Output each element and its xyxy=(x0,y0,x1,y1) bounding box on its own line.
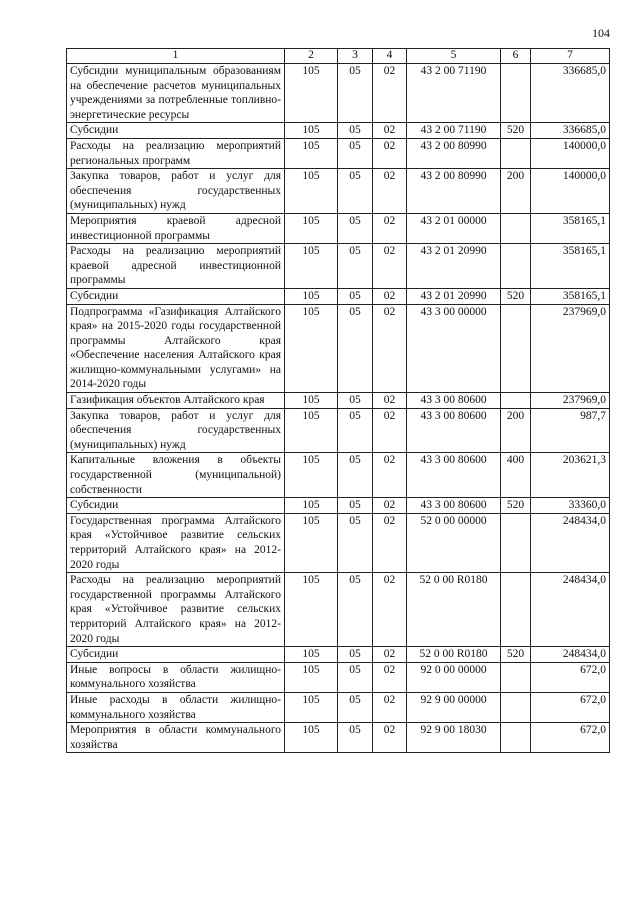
table-row xyxy=(67,692,610,722)
target-article-cell: 52 0 00 R0180 xyxy=(407,573,501,647)
page-number: 104 xyxy=(592,26,610,40)
expense-name-cell: Закупка товаров, работ и услуг для обеспечения государственных (муниципальных) нужд xyxy=(67,169,285,214)
subsection-code-cell: 02 xyxy=(373,408,407,453)
expense-name-cell: Иные вопросы в области жилищно-коммунального хозяйства xyxy=(67,662,285,692)
amount-cell: 672,0 xyxy=(531,692,610,722)
expense-name-cell: Субсидии xyxy=(67,288,285,304)
department-code-cell: 105 xyxy=(285,573,338,647)
target-article-cell: 52 0 00 00000 xyxy=(407,513,501,572)
expense-type-cell xyxy=(501,573,531,647)
expense-type-cell xyxy=(501,723,531,753)
department-code-cell: 105 xyxy=(285,288,338,304)
target-article-cell: 43 2 01 00000 xyxy=(407,213,501,243)
section-code-cell: 05 xyxy=(338,304,373,393)
department-code-cell: 105 xyxy=(285,453,338,498)
section-code-cell: 05 xyxy=(338,288,373,304)
subsection-code-cell: 02 xyxy=(373,647,407,663)
target-article-cell: 43 2 00 80990 xyxy=(407,169,501,214)
table-row xyxy=(67,288,610,304)
expense-type-cell xyxy=(501,64,531,123)
section-code-cell: 05 xyxy=(338,498,373,514)
amount-cell: 33360,0 xyxy=(531,498,610,514)
column-header: 6 xyxy=(501,49,531,64)
amount-cell: 248434,0 xyxy=(531,647,610,663)
department-code-cell: 105 xyxy=(285,408,338,453)
expense-name-cell: Подпрограмма «Газификация Алтайского края» на 2015-2020 годы государственной программы Алтайского края «Обеспечение населения Алтайского края жилищно-коммунальными услугами» на 2014-2020 годы xyxy=(67,304,285,393)
expense-name-cell: Государственная программа Алтайского края «Устойчивое развитие сельских территорий Алтайского края» на 2012-2020 годы xyxy=(67,513,285,572)
target-article-cell: 43 2 00 71190 xyxy=(407,123,501,139)
expense-name-cell: Субсидии xyxy=(67,123,285,139)
table-row xyxy=(67,304,610,393)
expense-type-cell: 400 xyxy=(501,453,531,498)
department-code-cell: 105 xyxy=(285,244,338,289)
expense-name-cell: Субсидии xyxy=(67,498,285,514)
department-code-cell: 105 xyxy=(285,213,338,243)
expense-type-cell xyxy=(501,213,531,243)
department-code-cell: 105 xyxy=(285,692,338,722)
expense-name-cell: Закупка товаров, работ и услуг для обеспечения государственных (муниципальных) нужд xyxy=(67,408,285,453)
department-code-cell: 105 xyxy=(285,393,338,409)
target-article-cell: 92 9 00 18030 xyxy=(407,723,501,753)
table-row xyxy=(67,408,610,453)
target-article-cell: 43 3 00 80600 xyxy=(407,393,501,409)
target-article-cell: 92 0 00 00000 xyxy=(407,662,501,692)
column-header: 3 xyxy=(338,49,373,64)
target-article-cell: 43 3 00 00000 xyxy=(407,304,501,393)
expense-type-cell: 520 xyxy=(501,123,531,139)
section-code-cell: 05 xyxy=(338,662,373,692)
department-code-cell: 105 xyxy=(285,123,338,139)
section-code-cell: 05 xyxy=(338,647,373,663)
column-header: 5 xyxy=(407,49,501,64)
subsection-code-cell: 02 xyxy=(373,692,407,722)
expense-name-cell: Расходы на реализацию мероприятий краевой адресной инвестиционной программы xyxy=(67,244,285,289)
subsection-code-cell: 02 xyxy=(373,513,407,572)
header-row xyxy=(67,49,610,64)
table-row xyxy=(67,138,610,168)
amount-cell: 248434,0 xyxy=(531,573,610,647)
table-row xyxy=(67,64,610,123)
amount-cell: 237969,0 xyxy=(531,393,610,409)
section-code-cell: 05 xyxy=(338,393,373,409)
section-code-cell: 05 xyxy=(338,244,373,289)
subsection-code-cell: 02 xyxy=(373,723,407,753)
expense-name-cell: Субсидии xyxy=(67,647,285,663)
expense-name-cell: Субсидии муниципальным образованиям на обеспечение расчетов муниципальных учреждениями за потребленные топливно-энергетические ресурсы xyxy=(67,64,285,123)
table-row xyxy=(67,393,610,409)
amount-cell: 358165,1 xyxy=(531,288,610,304)
expense-type-cell xyxy=(501,692,531,722)
section-code-cell: 05 xyxy=(338,723,373,753)
expense-type-cell: 520 xyxy=(501,647,531,663)
section-code-cell: 05 xyxy=(338,453,373,498)
table-row xyxy=(67,123,610,139)
target-article-cell: 92 9 00 00000 xyxy=(407,692,501,722)
subsection-code-cell: 02 xyxy=(373,244,407,289)
target-article-cell: 43 2 01 20990 xyxy=(407,244,501,289)
expense-type-cell xyxy=(501,304,531,393)
department-code-cell: 105 xyxy=(285,647,338,663)
expense-type-cell xyxy=(501,513,531,572)
target-article-cell: 52 0 00 R0180 xyxy=(407,647,501,663)
table-row xyxy=(67,723,610,753)
amount-cell: 336685,0 xyxy=(531,64,610,123)
target-article-cell: 43 2 01 20990 xyxy=(407,288,501,304)
section-code-cell: 05 xyxy=(338,513,373,572)
expense-type-cell: 520 xyxy=(501,288,531,304)
target-article-cell: 43 2 00 80990 xyxy=(407,138,501,168)
expense-type-cell xyxy=(501,244,531,289)
table-row xyxy=(67,513,610,572)
expense-name-cell: Расходы на реализацию мероприятий региональных программ xyxy=(67,138,285,168)
amount-cell: 358165,1 xyxy=(531,213,610,243)
target-article-cell: 43 3 00 80600 xyxy=(407,453,501,498)
section-code-cell: 05 xyxy=(338,692,373,722)
table-row xyxy=(67,169,610,214)
department-code-cell: 105 xyxy=(285,498,338,514)
amount-cell: 203621,3 xyxy=(531,453,610,498)
amount-cell: 672,0 xyxy=(531,662,610,692)
expense-name-cell: Капитальные вложения в объекты государственной (муниципальной) собственности xyxy=(67,453,285,498)
table-row xyxy=(67,213,610,243)
department-code-cell: 105 xyxy=(285,723,338,753)
section-code-cell: 05 xyxy=(338,408,373,453)
expense-type-cell xyxy=(501,393,531,409)
subsection-code-cell: 02 xyxy=(373,213,407,243)
table-row xyxy=(67,498,610,514)
expense-name-cell: Мероприятия в области коммунального хозяйства xyxy=(67,723,285,753)
amount-cell: 336685,0 xyxy=(531,123,610,139)
section-code-cell: 05 xyxy=(338,123,373,139)
department-code-cell: 105 xyxy=(285,513,338,572)
table-row xyxy=(67,647,610,663)
table-row xyxy=(67,573,610,647)
amount-cell: 672,0 xyxy=(531,723,610,753)
target-article-cell: 43 2 00 71190 xyxy=(407,64,501,123)
expense-type-cell xyxy=(501,662,531,692)
subsection-code-cell: 02 xyxy=(373,498,407,514)
table-row xyxy=(67,662,610,692)
budget-table xyxy=(66,48,610,753)
section-code-cell: 05 xyxy=(338,573,373,647)
expense-type-cell: 200 xyxy=(501,408,531,453)
expense-name-cell: Мероприятия краевой адресной инвестиционной программы xyxy=(67,213,285,243)
subsection-code-cell: 02 xyxy=(373,123,407,139)
subsection-code-cell: 02 xyxy=(373,453,407,498)
expense-name-cell: Газификация объектов Алтайского края xyxy=(67,393,285,409)
subsection-code-cell: 02 xyxy=(373,288,407,304)
amount-cell: 140000,0 xyxy=(531,169,610,214)
column-header: 2 xyxy=(285,49,338,64)
amount-cell: 237969,0 xyxy=(531,304,610,393)
expense-type-cell: 200 xyxy=(501,169,531,214)
table-row xyxy=(67,244,610,289)
subsection-code-cell: 02 xyxy=(373,662,407,692)
table-row xyxy=(67,453,610,498)
subsection-code-cell: 02 xyxy=(373,169,407,214)
section-code-cell: 05 xyxy=(338,64,373,123)
department-code-cell: 105 xyxy=(285,64,338,123)
section-code-cell: 05 xyxy=(338,138,373,168)
department-code-cell: 105 xyxy=(285,169,338,214)
column-header: 4 xyxy=(373,49,407,64)
department-code-cell: 105 xyxy=(285,304,338,393)
subsection-code-cell: 02 xyxy=(373,393,407,409)
target-article-cell: 43 3 00 80600 xyxy=(407,498,501,514)
amount-cell: 248434,0 xyxy=(531,513,610,572)
column-header: 1 xyxy=(67,49,285,64)
department-code-cell: 105 xyxy=(285,662,338,692)
amount-cell: 140000,0 xyxy=(531,138,610,168)
subsection-code-cell: 02 xyxy=(373,64,407,123)
section-code-cell: 05 xyxy=(338,169,373,214)
expense-name-cell: Расходы на реализацию мероприятий государственной программы Алтайского края «Устойчивое развитие сельских территорий Алтайского края» на 2012-2020 годы xyxy=(67,573,285,647)
amount-cell: 987,7 xyxy=(531,408,610,453)
subsection-code-cell: 02 xyxy=(373,138,407,168)
column-header: 7 xyxy=(531,49,610,64)
amount-cell: 358165,1 xyxy=(531,244,610,289)
subsection-code-cell: 02 xyxy=(373,573,407,647)
subsection-code-cell: 02 xyxy=(373,304,407,393)
expense-name-cell: Иные расходы в области жилищно-коммунального хозяйства xyxy=(67,692,285,722)
department-code-cell: 105 xyxy=(285,138,338,168)
target-article-cell: 43 3 00 80600 xyxy=(407,408,501,453)
expense-type-cell xyxy=(501,138,531,168)
expense-type-cell: 520 xyxy=(501,498,531,514)
section-code-cell: 05 xyxy=(338,213,373,243)
